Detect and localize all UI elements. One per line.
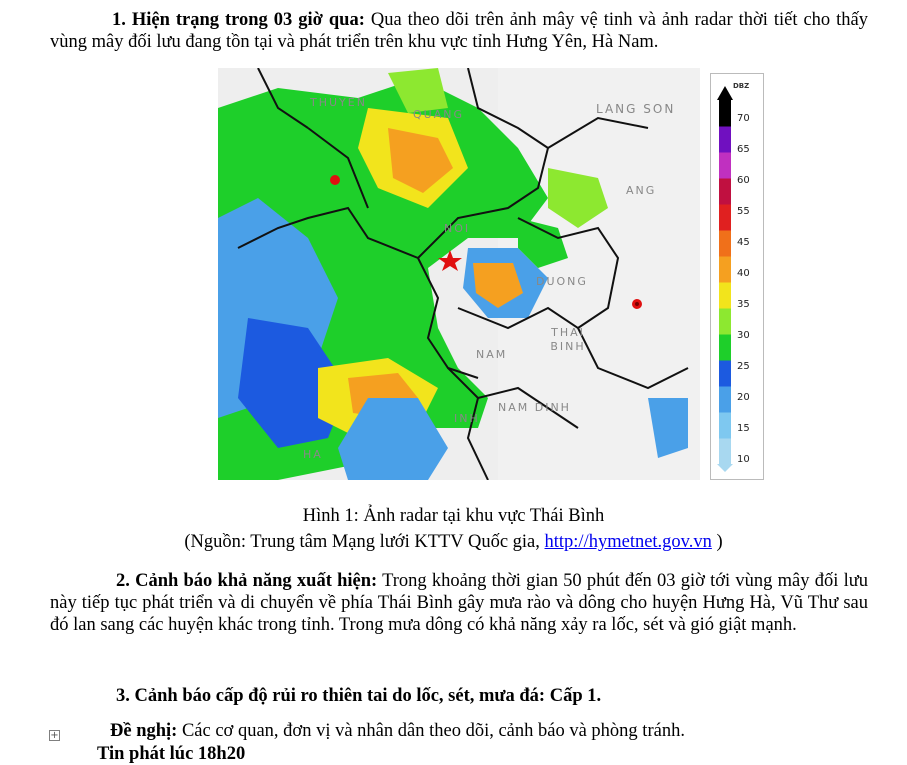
legend-swatch — [719, 282, 731, 309]
section3-heading: 3. Cảnh báo cấp độ rủi ro thiên tai do lốc, sét, mưa đá: Cấp 1. — [116, 686, 602, 706]
map-label-nam: NAM — [476, 348, 508, 361]
section1-text: Qua theo dõi trên ảnh mây vệ tinh và ảnh radar thời tiết cho thấy vùng mây đối lưu đang tồn tại và phát triển trên khu vực tỉnh Hưng Yên, Hà Nam. — [50, 10, 868, 52]
legend-swatch — [719, 360, 731, 387]
map-label-ang: ANG — [626, 184, 657, 197]
legend-tick-label: 30 — [737, 330, 750, 341]
map-label-duong: DUONG — [536, 275, 588, 288]
legend-swatch — [719, 386, 731, 413]
radar-map — [218, 68, 700, 480]
legend-tick-label: 20 — [737, 392, 750, 403]
legend-swatch — [719, 438, 731, 465]
map-label-quang: QUANG — [413, 108, 464, 121]
figure-source — [0, 531, 907, 553]
legend-unit: DBZ — [733, 82, 750, 90]
recommendation-heading: Đề nghị: — [110, 721, 178, 741]
legend-color-bar — [715, 84, 735, 474]
section2-heading: 2. Cảnh báo khả năng xuất hiện: — [116, 571, 378, 591]
legend-tick-label: 40 — [737, 268, 750, 279]
map-label-noi: NOI — [444, 222, 471, 235]
legend-tick-label: 15 — [737, 423, 750, 434]
dbz-legend — [710, 73, 764, 480]
source-link[interactable]: http://hymetnet.gov.vn — [544, 532, 712, 552]
source-suffix: ) — [711, 532, 723, 552]
legend-tick-label: 45 — [737, 237, 750, 248]
map-label-thai-binh: THAI BINH — [550, 326, 586, 353]
section1-heading: 1. Hiện trạng trong 03 giờ qua: — [112, 10, 365, 30]
legend-swatch — [719, 412, 731, 439]
section3-paragraph — [116, 685, 876, 707]
map-label-thuyen: THUYEN — [310, 96, 367, 109]
issued-time-text: Tin phát lúc 18h20 — [97, 744, 246, 764]
map-label-lang-son: LANG SON — [596, 102, 676, 116]
legend-swatch — [719, 152, 731, 179]
legend-tick-label: 70 — [737, 113, 750, 124]
legend-swatch — [719, 100, 731, 127]
section2-paragraph — [50, 570, 868, 636]
legend-ticks — [735, 74, 763, 481]
section1-paragraph — [50, 9, 868, 53]
move-anchor-icon[interactable]: + — [50, 730, 59, 741]
recommendation-paragraph — [110, 720, 870, 742]
legend-swatch — [719, 204, 731, 231]
recommendation-text: Các cơ quan, đơn vị và nhân dân theo dõi, cảnh báo và phòng tránh. — [177, 721, 685, 741]
issued-time — [97, 743, 497, 765]
legend-swatch — [719, 230, 731, 257]
legend-tick-label: 10 — [737, 454, 750, 465]
legend-tick-label: 25 — [737, 361, 750, 372]
legend-swatch — [719, 334, 731, 361]
map-label-inh: INH — [454, 412, 480, 425]
section2-text: Trong khoảng thời gian 50 phút đến 03 giờ tới vùng mây đối lưu này tiếp tục phát triển và di chuyển về phía Thái Bình gây mưa rào và dông cho huyện Hưng Hà, Vũ Thư sau đó lan sang các huyện khác trong tỉnh. Trong mưa dông có khả năng xảy ra lốc, sét và gió giật mạnh. — [50, 571, 868, 635]
legend-swatch — [719, 256, 731, 283]
figure-caption: Hình 1: Ảnh radar tại khu vực Thái Bình — [302, 506, 605, 526]
legend-arrow-bottom — [717, 464, 733, 472]
legend-tick-label: 60 — [737, 175, 750, 186]
map-label-nam-dinh: NAM DINH — [498, 401, 571, 414]
legend-tick-label: 35 — [737, 299, 750, 310]
legend-swatch — [719, 126, 731, 153]
legend-swatch — [719, 308, 731, 335]
legend-tick-label: 55 — [737, 206, 750, 217]
map-label-ha: HA — [303, 448, 323, 461]
source-prefix: (Nguồn: Trung tâm Mạng lưới KTTV Quốc gia, — [184, 532, 545, 552]
legend-tick-label: 65 — [737, 144, 750, 155]
legend-swatch — [719, 178, 731, 205]
legend-arrow-top — [717, 86, 733, 100]
